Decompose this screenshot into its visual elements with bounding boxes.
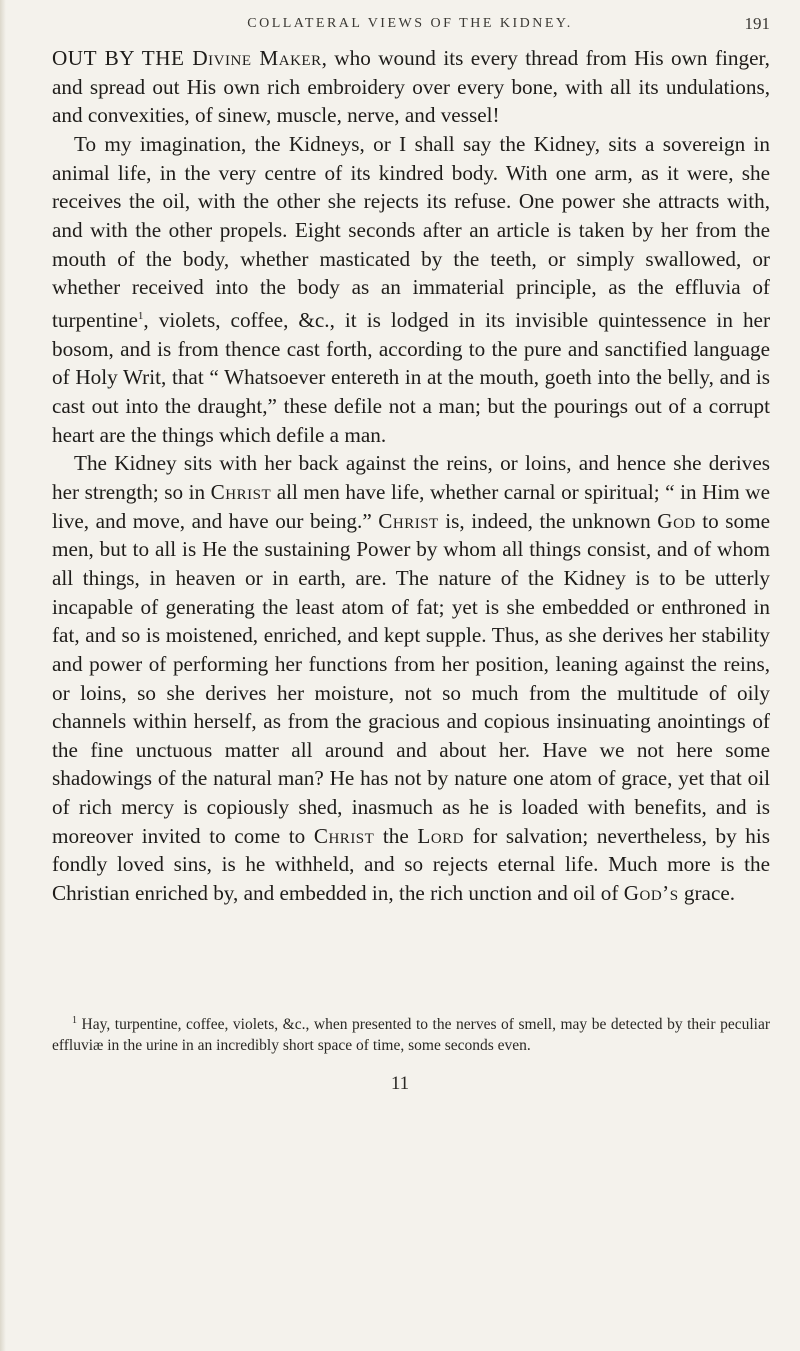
- footnote-reference[interactable]: 1: [137, 309, 144, 322]
- paragraph-3-text-a: The Kidney sits with her back against the reins, or loins, and hence she derives her strength; so in: [52, 451, 770, 504]
- running-head: [50, 12, 770, 38]
- paragraph-3: [52, 449, 770, 908]
- paragraph-3-text-d: to some men, but to all is He the sustaining Power by whom all things consist, and of whom all things, in heaven or in earth, are. The nature of the Kidney is to be utterly incapable of generating the least atom of fat; yet is she embedded or enthroned in fat, and so is moistened, enriched, and kept supple. Thus, as she derives her stability and power of performing her functions from her position, leaning against the reins, or loins, so she derives her moisture, not so much from the multitude of oily channels within herself, as from the gracious and copious insinuating anointings of the fine unctuous matter all around and about her. Have we not here some shadowings of the natural man? He has not by nature one atom of grace, yet that oil of rich mercy is copiously shed, inasmuch as he is loaded with benefits, and is moreover invited to come to: [52, 508, 770, 848]
- paragraph-3-text-g: grace.: [678, 881, 736, 906]
- running-title: COLLATERAL VIEWS OF THE KIDNEY.: [247, 16, 573, 31]
- body-text: [52, 44, 770, 908]
- paragraph-3-text-b: all men have life, whether carnal or spiritual; “ in Him we live, and move, and have our being.”: [52, 479, 770, 533]
- paragraph-1-text: , who wound its every thread from His own finger, and spread out His own rich embroidery over every bone, with all its undulations, and convexities, of sinew, muscle, nerve, and vessel!: [52, 46, 770, 128]
- signature-mark: 11: [390, 1073, 410, 1094]
- paragraph-1-lead: OUT BY THE: [52, 46, 193, 70]
- paragraph-3-text-e: the: [374, 823, 418, 848]
- footnote-text: Hay, turpentine, coffee, violets, &c., when presented to the nerves of smell, may be detected by their peculiar effluviæ in the urine in an incredibly short space of time, some seconds even.: [52, 1016, 770, 1055]
- christ-3: Christ: [313, 823, 375, 848]
- page-edge-shadow: [0, 0, 6, 1351]
- gods: God’s: [623, 881, 679, 906]
- christ-2: Christ: [378, 508, 439, 533]
- footnote: [52, 1010, 770, 1056]
- divine-maker: Divine Maker: [192, 46, 322, 70]
- christ-1: Christ: [210, 479, 272, 504]
- page-number: 191: [744, 14, 770, 33]
- paragraph-3-text-f: for salvation; nevertheless, by his fondly loved sins, is he withheld, and so rejects eternal life. Much more is the Christian enriched by, and embedded in, the rich unction and oil of: [52, 823, 771, 906]
- paragraph-2-text-b: , violets, coffee, &c., it is lodged in its invisible quintessence in her bosom, and is from thence cast forth, according to the pure and sanctified language of Holy Writ, that “ Whatsoever entereth in at the mouth, goeth into the belly, and is cast out into the draught,” these defile not a man; but the pourings out of a corrupt heart are the things which defile a man.: [52, 307, 770, 447]
- paragraph-3-text-c: is, indeed, the unknown: [438, 508, 658, 533]
- paragraph-1: [52, 44, 770, 130]
- god: God: [657, 508, 696, 533]
- paragraph-2: [52, 130, 770, 449]
- paragraph-2-text-a: To my imagination, the Kidneys, or I shall say the Kidney, sits a sovereign in animal life, in the very centre of its kindred body. With one arm, as it were, she receives the oil, with the other she rejects its refuse. One power she attracts with, and with the other propels. Eight seconds after an article is taken by her from the mouth of the body, whether masticated by the teeth, or simply swallowed, or whether received into the body as an immaterial principle, as the effluvia of turpentine: [52, 131, 770, 332]
- footnote-marker: 1: [72, 1015, 77, 1026]
- lord: Lord: [417, 823, 465, 848]
